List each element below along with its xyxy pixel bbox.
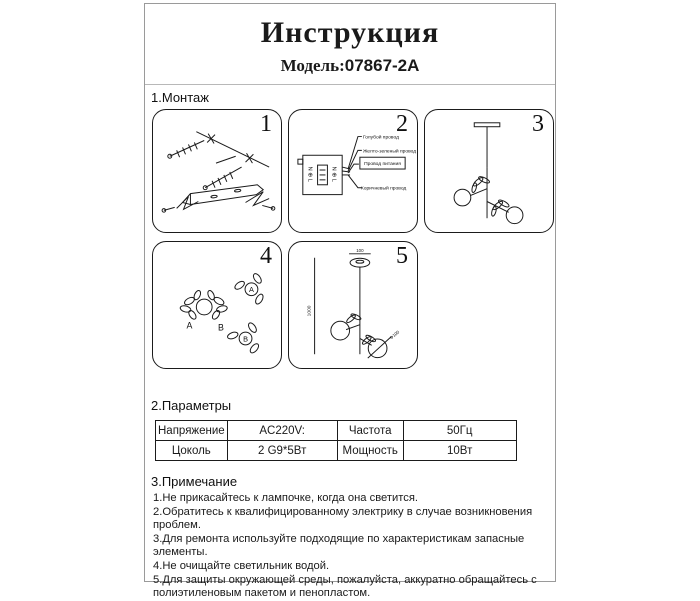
part-b-label: B [243, 334, 249, 344]
wire-label-power: Провод питания [364, 162, 401, 168]
wire-label-yellow-green: Желто-зеленый провод [362, 149, 417, 155]
svg-text:N⊕L: N⊕L [330, 166, 337, 184]
param-label: Мощность [337, 441, 403, 461]
step-number: 4 [260, 243, 272, 269]
section-heading-montage: 1.Монтаж [151, 90, 209, 105]
param-value: AC220V: [227, 421, 337, 441]
montage-step-5-panel [288, 241, 418, 369]
param-label: Напряжение [156, 421, 228, 441]
param-label: Цоколь [156, 441, 228, 461]
note-item: 4.Не очищайте светильник водой. [153, 559, 330, 572]
note-item: 1.Не прикасайтесь к лампочке, когда она светится. [153, 492, 419, 504]
screw-icon [203, 167, 241, 190]
montage-step-1-panel [152, 109, 282, 233]
part-a-label: A [248, 285, 254, 295]
assembly-label-b: B [217, 322, 224, 333]
model-line [145, 56, 555, 76]
step-number: 2 [396, 111, 408, 137]
instruction-sheet [144, 3, 556, 600]
montage-step-2-panel [288, 109, 418, 233]
param-label: Частота [337, 421, 403, 441]
note-item: 5.Для защиты окружающей среды, пожалуйста, аккуратно обращайтесь с полиэтиленовым пакетом и пенопластом. [153, 573, 537, 600]
table-row [156, 441, 517, 461]
step-number: 3 [532, 111, 544, 137]
model-label: Модель: [280, 56, 345, 75]
canopy-dimension: 100 [356, 247, 364, 253]
table-row [156, 421, 517, 441]
height-dimension: 1000 [307, 305, 313, 317]
note-item: 3.Для ремонта используйте подходящие по характеристикам запасные элементы. [153, 532, 525, 559]
model-number: 07867-2A [344, 56, 420, 75]
param-value: 10Вт [403, 441, 516, 461]
central-assembly [180, 290, 228, 333]
wire-label-blue: Голубой провод [362, 135, 399, 141]
step-number: 5 [396, 243, 408, 269]
screw-icon [168, 141, 204, 159]
header-divider [145, 84, 555, 85]
section-heading-notes: 3.Примечание [151, 474, 238, 489]
wire-label-brown: Коричневый провод [360, 186, 407, 192]
param-value: 2 G9*5Вт [227, 441, 337, 461]
svg-text:N⊕L: N⊕L [306, 166, 313, 184]
page-title: Инструкция [260, 16, 440, 49]
part-a-cluster [234, 272, 265, 305]
montage-step-4-panel [152, 241, 282, 369]
param-value: 50Гц [403, 421, 516, 441]
part-b-cluster [227, 322, 260, 355]
notes-list [153, 492, 553, 601]
montage-step-3-panel [424, 109, 554, 233]
shade-dimension: Ф100 [388, 329, 401, 341]
terminal-block [298, 155, 342, 194]
note-item: 2.Обратитесь к квалифицированному электрику в случае возникновения проблем. [153, 505, 533, 532]
mounting-bracket [183, 185, 264, 205]
step-number: 1 [260, 111, 272, 137]
parameters-table [155, 420, 517, 461]
assembly-label-a: A [186, 320, 193, 331]
section-heading-parameters: 2.Параметры [151, 398, 232, 413]
